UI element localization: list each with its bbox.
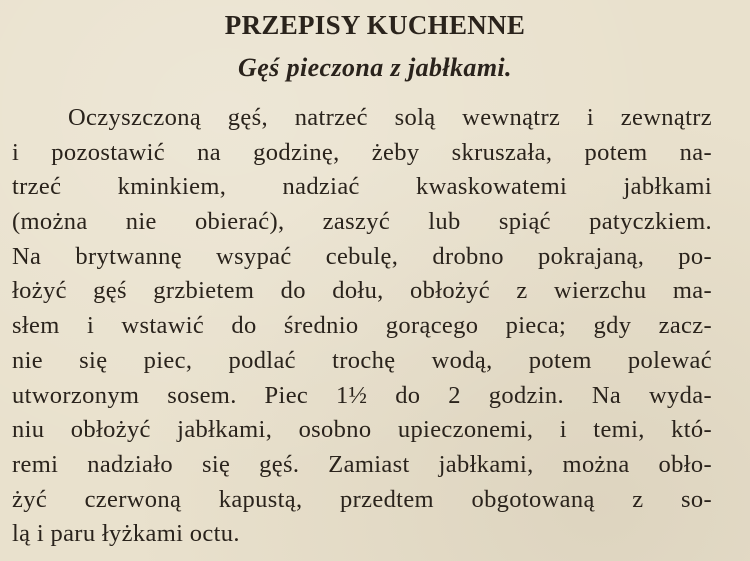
recipe-line: nie się piec, podlać trochę wodą, potem polewać [12,346,712,374]
recipe-line: i pozostawić na godzinę, żeby skruszała, potem na- [12,138,712,166]
recipe-line: niu obłożyć jabłkami, osobno upieczonemi, i temi, któ- [12,416,712,444]
recipe-line: remi nadziało się gęś. Zamiast jabłkami, można obło- [12,450,712,478]
recipe-body [12,101,712,552]
recipe-line: lą i paru łyżkami octu. [12,520,240,548]
section-title: PRZEPISY KUCHENNE [224,10,526,40]
recipe-line: żyć czerwoną kapustą, przedtem obgotowaną z so- [12,485,712,513]
recipe-line: trzeć kminkiem, nadziać kwaskowatemi jabłkami [12,173,712,201]
recipe-line: Na brytwannę wsypać cebulę, drobno pokrajaną, po- [12,242,712,270]
recipe-title: Gęś pieczona z jabłkami. [238,53,512,82]
recipe-line: słem i wstawić do średnio gorącego pieca; gdy zacz- [12,312,712,340]
recipe-line: łożyć gęś grzbietem do dołu, obłożyć z wierzchu ma- [12,277,712,305]
recipe-line: utworzonym sosem. Piec 1½ do 2 godzin. Na wyda- [12,381,712,409]
recipe-line: (można nie obierać), zaszyć lub spiąć patyczkiem. [12,208,712,236]
recipe-line: Oczyszczoną gęś, natrzeć solą wewnątrz i zewnątrz [68,104,712,131]
